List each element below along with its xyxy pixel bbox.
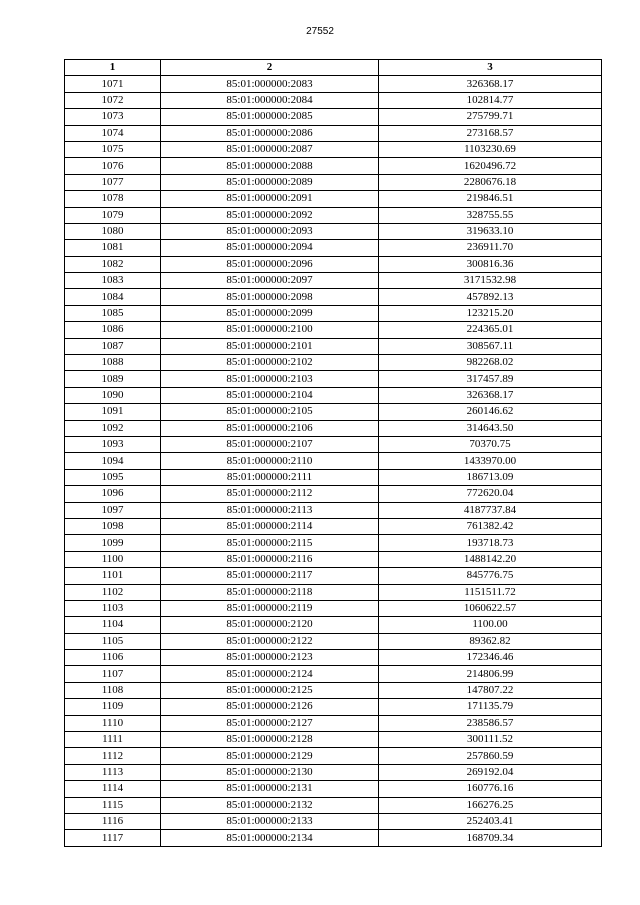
row-number-cell: 1084 <box>65 289 161 305</box>
value-cell: 314643.50 <box>379 420 602 436</box>
cadastral-number-cell: 85:01:000000:2094 <box>161 240 379 256</box>
table-row <box>65 764 602 780</box>
table-row <box>65 76 602 92</box>
table-row <box>65 420 602 436</box>
cadastral-number-cell: 85:01:000000:2125 <box>161 682 379 698</box>
value-cell: 772620.04 <box>379 486 602 502</box>
table-header-row <box>65 60 602 76</box>
row-number-cell: 1071 <box>65 76 161 92</box>
cadastral-number-cell: 85:01:000000:2123 <box>161 650 379 666</box>
cadastral-number-cell: 85:01:000000:2112 <box>161 486 379 502</box>
table-row <box>65 518 602 534</box>
table-row <box>65 305 602 321</box>
value-cell: 1433970.00 <box>379 453 602 469</box>
cadastral-number-cell: 85:01:000000:2088 <box>161 158 379 174</box>
table-row <box>65 584 602 600</box>
cadastral-number-cell: 85:01:000000:2133 <box>161 813 379 829</box>
cadastral-number-cell: 85:01:000000:2084 <box>161 92 379 108</box>
value-cell: 1103230.69 <box>379 141 602 157</box>
table-row <box>65 158 602 174</box>
row-number-cell: 1073 <box>65 109 161 125</box>
table-row <box>65 617 602 633</box>
row-number-cell: 1076 <box>65 158 161 174</box>
cadastral-number-cell: 85:01:000000:2134 <box>161 830 379 846</box>
row-number-cell: 1101 <box>65 568 161 584</box>
value-cell: 2280676.18 <box>379 174 602 190</box>
cadastral-number-cell: 85:01:000000:2105 <box>161 404 379 420</box>
cadastral-number-cell: 85:01:000000:2097 <box>161 273 379 289</box>
row-number-cell: 1116 <box>65 813 161 829</box>
row-number-cell: 1088 <box>65 355 161 371</box>
row-number-cell: 1112 <box>65 748 161 764</box>
value-cell: 4187737.84 <box>379 502 602 518</box>
value-cell: 1060622.57 <box>379 600 602 616</box>
table-row <box>65 191 602 207</box>
column-header-2: 2 <box>161 60 379 76</box>
cadastral-number-cell: 85:01:000000:2085 <box>161 109 379 125</box>
row-number-cell: 1079 <box>65 207 161 223</box>
table-row <box>65 682 602 698</box>
row-number-cell: 1114 <box>65 781 161 797</box>
table-row <box>65 109 602 125</box>
cadastral-number-cell: 85:01:000000:2106 <box>161 420 379 436</box>
value-cell: 317457.89 <box>379 371 602 387</box>
table-row <box>65 535 602 551</box>
table-row <box>65 568 602 584</box>
value-cell: 326368.17 <box>379 76 602 92</box>
row-number-cell: 1095 <box>65 469 161 485</box>
table-row <box>65 223 602 239</box>
cadastral-number-cell: 85:01:000000:2130 <box>161 764 379 780</box>
table-row <box>65 600 602 616</box>
table-row <box>65 748 602 764</box>
value-cell: 102814.77 <box>379 92 602 108</box>
row-number-cell: 1080 <box>65 223 161 239</box>
row-number-cell: 1075 <box>65 141 161 157</box>
cadastral-number-cell: 85:01:000000:2089 <box>161 174 379 190</box>
table-row <box>65 273 602 289</box>
cadastral-number-cell: 85:01:000000:2115 <box>161 535 379 551</box>
table-row <box>65 207 602 223</box>
row-number-cell: 1106 <box>65 650 161 666</box>
row-number-cell: 1087 <box>65 338 161 354</box>
cadastral-number-cell: 85:01:000000:2114 <box>161 518 379 534</box>
cadastral-number-cell: 85:01:000000:2100 <box>161 322 379 338</box>
table-row <box>65 404 602 420</box>
table-row <box>65 453 602 469</box>
row-number-cell: 1091 <box>65 404 161 420</box>
value-cell: 328755.55 <box>379 207 602 223</box>
value-cell: 219846.51 <box>379 191 602 207</box>
value-cell: 1488142.20 <box>379 551 602 567</box>
value-cell: 123215.20 <box>379 305 602 321</box>
cadastral-number-cell: 85:01:000000:2096 <box>161 256 379 272</box>
row-number-cell: 1103 <box>65 600 161 616</box>
cadastral-number-cell: 85:01:000000:2107 <box>161 436 379 452</box>
cadastral-number-cell: 85:01:000000:2091 <box>161 191 379 207</box>
row-number-cell: 1109 <box>65 699 161 715</box>
table-row <box>65 436 602 452</box>
cadastral-number-cell: 85:01:000000:2127 <box>161 715 379 731</box>
row-number-cell: 1102 <box>65 584 161 600</box>
value-cell: 1620496.72 <box>379 158 602 174</box>
table-row <box>65 715 602 731</box>
value-cell: 761382.42 <box>379 518 602 534</box>
row-number-cell: 1078 <box>65 191 161 207</box>
table-row <box>65 830 602 846</box>
table-body <box>65 76 602 846</box>
cadastral-number-cell: 85:01:000000:2118 <box>161 584 379 600</box>
value-cell: 172346.46 <box>379 650 602 666</box>
value-cell: 224365.01 <box>379 322 602 338</box>
cadastral-number-cell: 85:01:000000:2111 <box>161 469 379 485</box>
table-row <box>65 387 602 403</box>
row-number-cell: 1083 <box>65 273 161 289</box>
row-number-cell: 1117 <box>65 830 161 846</box>
value-cell: 326368.17 <box>379 387 602 403</box>
row-number-cell: 1113 <box>65 764 161 780</box>
value-cell: 300816.36 <box>379 256 602 272</box>
cadastral-number-cell: 85:01:000000:2101 <box>161 338 379 354</box>
table-row <box>65 338 602 354</box>
row-number-cell: 1081 <box>65 240 161 256</box>
table-row <box>65 92 602 108</box>
table-row <box>65 781 602 797</box>
cadastral-number-cell: 85:01:000000:2110 <box>161 453 379 469</box>
value-cell: 89362.82 <box>379 633 602 649</box>
value-cell: 147807.22 <box>379 682 602 698</box>
cadastral-number-cell: 85:01:000000:2126 <box>161 699 379 715</box>
cadastral-number-cell: 85:01:000000:2131 <box>161 781 379 797</box>
value-cell: 982268.02 <box>379 355 602 371</box>
cadastral-number-cell: 85:01:000000:2093 <box>161 223 379 239</box>
cadastral-number-cell: 85:01:000000:2092 <box>161 207 379 223</box>
row-number-cell: 1086 <box>65 322 161 338</box>
table-row <box>65 502 602 518</box>
table-row <box>65 699 602 715</box>
value-cell: 308567.11 <box>379 338 602 354</box>
row-number-cell: 1104 <box>65 617 161 633</box>
value-cell: 160776.16 <box>379 781 602 797</box>
cadastral-number-cell: 85:01:000000:2124 <box>161 666 379 682</box>
cadastral-number-cell: 85:01:000000:2083 <box>161 76 379 92</box>
value-cell: 70370.75 <box>379 436 602 452</box>
column-header-1: 1 <box>65 60 161 76</box>
row-number-cell: 1099 <box>65 535 161 551</box>
cadastral-number-cell: 85:01:000000:2116 <box>161 551 379 567</box>
cadastral-number-cell: 85:01:000000:2102 <box>161 355 379 371</box>
value-cell: 845776.75 <box>379 568 602 584</box>
table-row <box>65 240 602 256</box>
row-number-cell: 1110 <box>65 715 161 731</box>
cadastral-number-cell: 85:01:000000:2113 <box>161 502 379 518</box>
cadastral-number-cell: 85:01:000000:2098 <box>161 289 379 305</box>
value-cell: 273168.57 <box>379 125 602 141</box>
table-row <box>65 732 602 748</box>
row-number-cell: 1094 <box>65 453 161 469</box>
row-number-cell: 1115 <box>65 797 161 813</box>
table-row <box>65 813 602 829</box>
value-cell: 300111.52 <box>379 732 602 748</box>
table-row <box>65 289 602 305</box>
row-number-cell: 1111 <box>65 732 161 748</box>
row-number-cell: 1100 <box>65 551 161 567</box>
value-cell: 236911.70 <box>379 240 602 256</box>
table-row <box>65 486 602 502</box>
cadastral-number-cell: 85:01:000000:2087 <box>161 141 379 157</box>
cadastral-number-cell: 85:01:000000:2099 <box>161 305 379 321</box>
cadastral-number-cell: 85:01:000000:2129 <box>161 748 379 764</box>
value-cell: 166276.25 <box>379 797 602 813</box>
value-cell: 257860.59 <box>379 748 602 764</box>
table-row <box>65 355 602 371</box>
cadastral-number-cell: 85:01:000000:2122 <box>161 633 379 649</box>
row-number-cell: 1098 <box>65 518 161 534</box>
value-cell: 168709.34 <box>379 830 602 846</box>
table-row <box>65 650 602 666</box>
cadastral-number-cell: 85:01:000000:2119 <box>161 600 379 616</box>
value-cell: 238586.57 <box>379 715 602 731</box>
value-cell: 171135.79 <box>379 699 602 715</box>
table-row <box>65 125 602 141</box>
cadastral-number-cell: 85:01:000000:2104 <box>161 387 379 403</box>
row-number-cell: 1107 <box>65 666 161 682</box>
value-cell: 457892.13 <box>379 289 602 305</box>
value-cell: 1151511.72 <box>379 584 602 600</box>
table-row <box>65 174 602 190</box>
table-row <box>65 322 602 338</box>
table-row <box>65 551 602 567</box>
cadastral-number-cell: 85:01:000000:2103 <box>161 371 379 387</box>
cadastral-number-cell: 85:01:000000:2128 <box>161 732 379 748</box>
table-row <box>65 469 602 485</box>
value-cell: 260146.62 <box>379 404 602 420</box>
row-number-cell: 1072 <box>65 92 161 108</box>
table-row <box>65 633 602 649</box>
cadastral-number-cell: 85:01:000000:2120 <box>161 617 379 633</box>
value-cell: 1100.00 <box>379 617 602 633</box>
page-number: 27552 <box>306 26 334 37</box>
table-row <box>65 797 602 813</box>
row-number-cell: 1089 <box>65 371 161 387</box>
row-number-cell: 1093 <box>65 436 161 452</box>
value-cell: 186713.09 <box>379 469 602 485</box>
value-cell: 193718.73 <box>379 535 602 551</box>
table-row <box>65 141 602 157</box>
cadastral-number-cell: 85:01:000000:2086 <box>161 125 379 141</box>
value-cell: 319633.10 <box>379 223 602 239</box>
row-number-cell: 1077 <box>65 174 161 190</box>
row-number-cell: 1108 <box>65 682 161 698</box>
table-row <box>65 666 602 682</box>
value-cell: 252403.41 <box>379 813 602 829</box>
cadastral-number-cell: 85:01:000000:2117 <box>161 568 379 584</box>
row-number-cell: 1096 <box>65 486 161 502</box>
data-table <box>64 59 602 847</box>
value-cell: 3171532.98 <box>379 273 602 289</box>
value-cell: 269192.04 <box>379 764 602 780</box>
column-header-3: 3 <box>379 60 602 76</box>
row-number-cell: 1097 <box>65 502 161 518</box>
row-number-cell: 1092 <box>65 420 161 436</box>
row-number-cell: 1105 <box>65 633 161 649</box>
row-number-cell: 1090 <box>65 387 161 403</box>
value-cell: 214806.99 <box>379 666 602 682</box>
value-cell: 275799.71 <box>379 109 602 125</box>
table-row <box>65 256 602 272</box>
row-number-cell: 1085 <box>65 305 161 321</box>
cadastral-number-cell: 85:01:000000:2132 <box>161 797 379 813</box>
row-number-cell: 1074 <box>65 125 161 141</box>
table-row <box>65 371 602 387</box>
row-number-cell: 1082 <box>65 256 161 272</box>
